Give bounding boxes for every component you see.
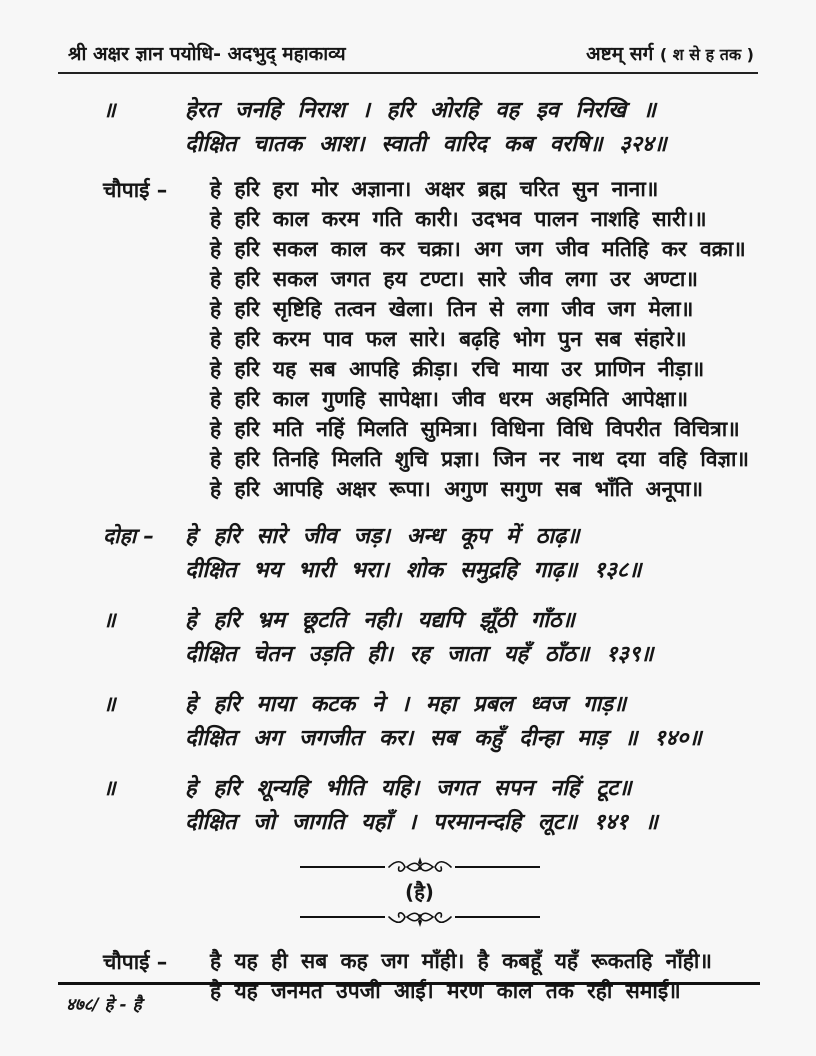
verse-line: हे हरि करम पाव फल सारे। बढ़हि भोग पुन सब संहारे॥ (210, 327, 687, 351)
verse-line: हे हरि काल करम गति कारी। उदभव पालन नाशहि सारी।॥ (210, 207, 707, 231)
chapter-title (586, 40, 754, 66)
verse-line: दीक्षित अग जगजीत कर। सब कहुँ दीन्हा माड़ ॥ १४०॥ (185, 726, 702, 751)
page-footer (58, 982, 760, 1015)
verse-line: हे हरि माया कटक ने । महा प्रबल ध्वज गाड़॥ (185, 692, 627, 717)
verse-line: हे हरि मति नहिं मिलति सुमित्रा। विधिना विधि विपरीत विचित्रा॥ (210, 417, 740, 441)
doha-block-138 (103, 520, 776, 588)
floral-ornament-icon (387, 856, 453, 878)
section-divider (300, 856, 540, 928)
verse-separator-mark: ॥ (103, 98, 116, 122)
section-label-doha: दोहा – (103, 524, 154, 548)
verse-line: हे हरि यह सब आपहि क्रीड़ा। रचि माया उर प्राणिन नीड़ा॥ (210, 357, 705, 381)
verse-line: हे हरि शून्यहि भीति यहि। जगत सपन नहिं टूट॥ (185, 776, 632, 801)
chapter-name: अष्टम् सर्ग (586, 43, 654, 65)
verse-line: हे हरि सकल जगत हय टण्टा। सारे जीव लगा उर अण्टा॥ (210, 267, 698, 291)
divider-rule-top (300, 856, 540, 878)
verse-line: दीक्षित चातक आश। स्वाती वारिद कब वरषि॥ ३२४॥ (185, 132, 667, 157)
doha-block-141 (103, 772, 776, 840)
doha-block-139 (103, 604, 776, 672)
divider-letter: (है) (405, 880, 434, 904)
verse-line: दीक्षित भय भारी भरा। शोक समुद्रहि गाढ़॥ १३८॥ (185, 558, 642, 583)
chapter-range: ( श से ह तक ) (659, 45, 754, 64)
verse-separator-mark: ॥ (103, 692, 116, 716)
verse-line: दीक्षित चेतन उड़ति ही। रह जाता यहँ ठाँठ॥ १३९॥ (185, 642, 654, 667)
verse-line: है यह ही सब कह जग माँही। है कबहूँ यहँ रूकतहि नाँही॥ (210, 949, 712, 973)
section-label-chaupai: चौपाई – (103, 950, 168, 974)
verse-block-324 (103, 94, 776, 162)
page-header (58, 40, 758, 74)
verse-line: हे हरि सृष्टिहि तत्वन खेला। तिन से लगा जीव जग मेला॥ (210, 297, 694, 321)
page-content (0, 70, 816, 1006)
verse-line: हे हरि सारे जीव जड़। अन्ध कूप में ठाढ़॥ (185, 524, 580, 549)
doha-block-140 (103, 688, 776, 756)
verse-line: हे हरि हरा मोर अज्ञाना। अक्षर ब्रह्म चरित सुन नाना॥ (210, 177, 659, 201)
verse-line: हे हरि सकल काल कर चक्रा। अग जग जीव मतिहि कर वक्रा॥ (210, 237, 746, 261)
verse-separator-mark: ॥ (103, 776, 116, 800)
verse-separator-mark: ॥ (103, 608, 116, 632)
section-label-chaupai: चौपाई – (103, 178, 168, 202)
verse-line: हे हरि तिनहि मिलति शुचि प्रज्ञा। जिन नर नाथ दया वहि विज्ञा॥ (210, 447, 749, 471)
floral-ornament-icon (387, 906, 453, 928)
verse-line: दीक्षित जो जागति यहाँ । परमानन्दहि लूट॥ १४१ ॥ (185, 810, 658, 835)
page-number: ४७८/ हे - है (66, 995, 142, 1015)
book-title: श्री अक्षर ज्ञान पयोधि- अदभुद् महाकाव्य (68, 43, 346, 65)
verse-line: हे हरि भ्रम छूटति नही। यद्यपि झूँठी गाँठ॥ (185, 608, 575, 633)
divider-rule-bottom (300, 906, 540, 928)
verse-line: हे हरि काल गुणहि सापेक्षा। जीव धरम अहमिति आपेक्षा॥ (210, 387, 689, 411)
verse-line: हेरत जनहि निराश । हरि ओरहि वह इव निरखि ॥ (185, 98, 656, 123)
verse-line: हे हरि आपहि अक्षर रूपा। अगुण सगुण सब भाँति अनूपा॥ (210, 477, 704, 501)
chaupai-block-1 (103, 174, 776, 504)
verse-line: है यह जनमत उपजी आई। मरण काल तक रही समाई॥ (210, 979, 681, 1003)
